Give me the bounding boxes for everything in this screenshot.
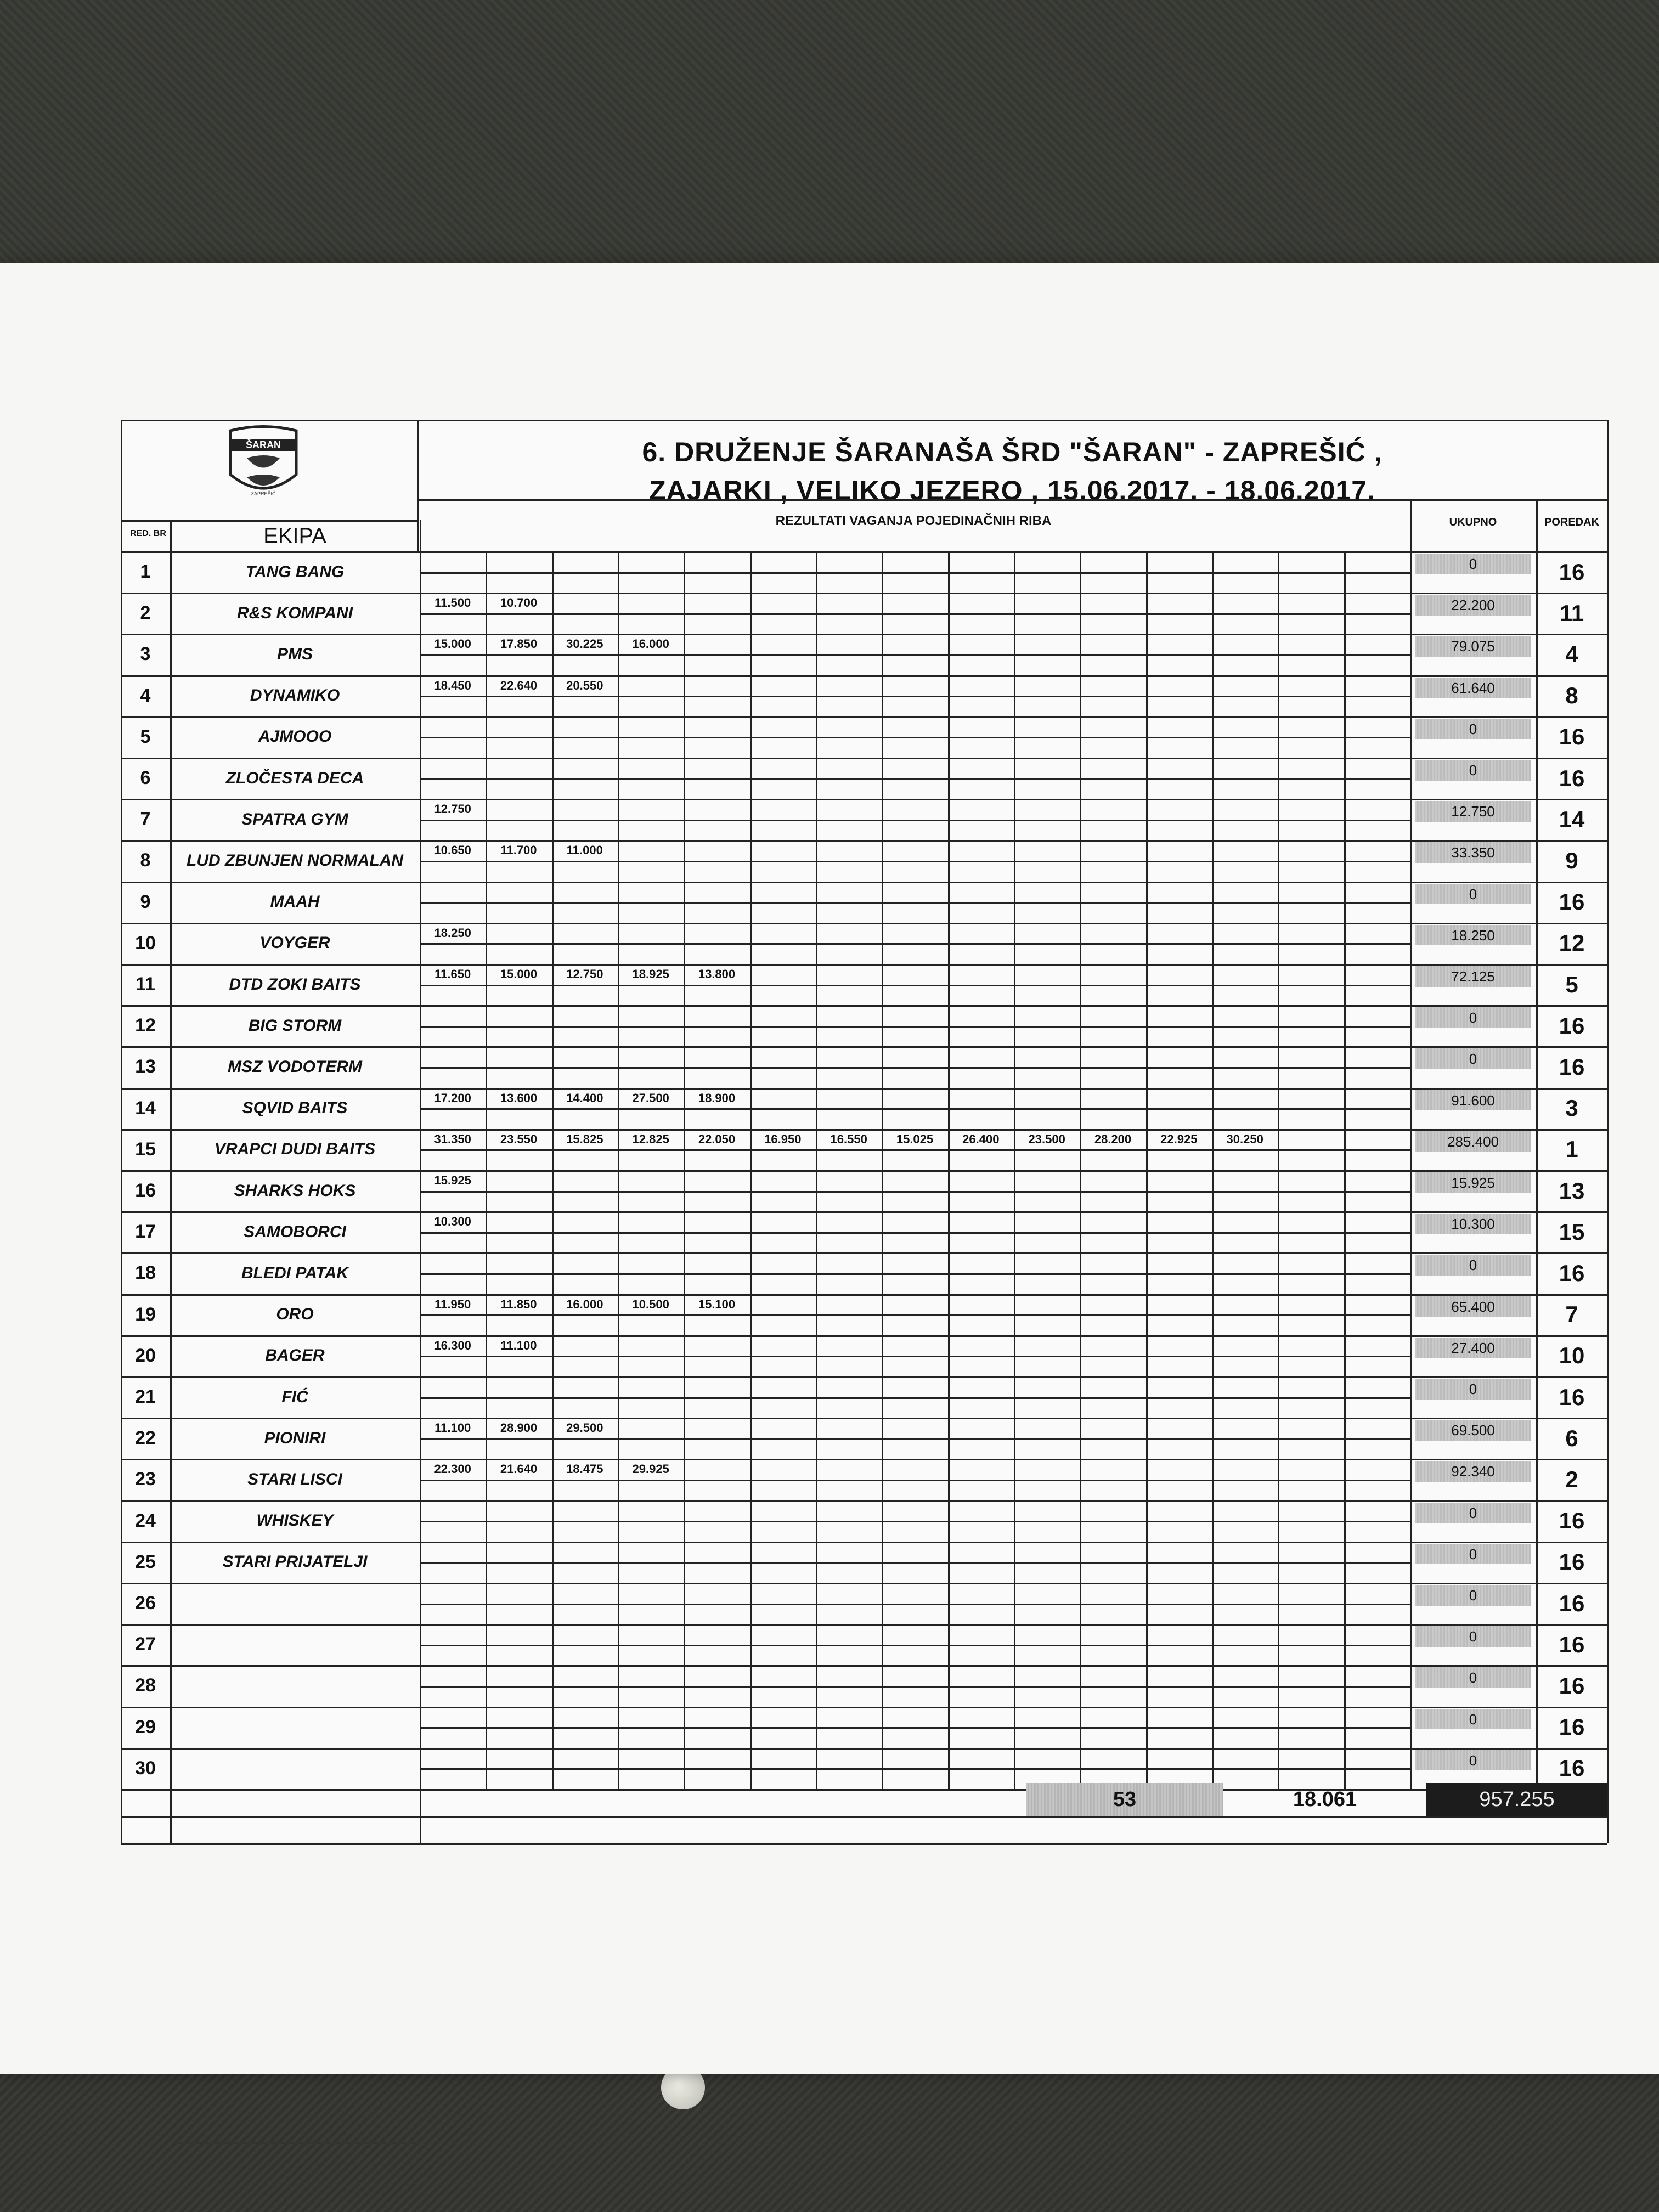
- fish-weight: 22.640: [500, 678, 538, 692]
- frame-top: [121, 420, 1607, 421]
- team-name: FIĆ: [281, 1387, 308, 1406]
- results-table: [121, 420, 1607, 1841]
- team-rank: 1: [1565, 1136, 1578, 1163]
- team-name: PIONIRI: [264, 1429, 326, 1447]
- team-total: 79.075: [1415, 636, 1531, 657]
- row-number: 1: [140, 561, 151, 583]
- fish-weight: 12.750: [434, 802, 471, 816]
- ukupno-header: UKUPNO: [1449, 516, 1497, 528]
- team-rank: 16: [1559, 889, 1585, 915]
- team-name: SAMOBORCI: [244, 1222, 346, 1241]
- team-rank: 6: [1565, 1425, 1578, 1451]
- team-name: ORO: [276, 1305, 314, 1324]
- row-number: 29: [135, 1716, 156, 1737]
- logo-divider: [417, 420, 419, 551]
- team-rank: 16: [1559, 1631, 1585, 1657]
- row-half-divider: [420, 572, 1410, 574]
- fish-weight: 16.000: [632, 637, 669, 651]
- fish-weight: 16.300: [434, 1338, 471, 1352]
- fish-weight: 15.025: [896, 1132, 934, 1146]
- team-name: R&S KOMPANI: [236, 603, 353, 622]
- team-rank: 16: [1559, 558, 1585, 585]
- team-rank: 16: [1559, 1755, 1585, 1781]
- row-number: 18: [135, 1262, 156, 1284]
- team-total: 0: [1415, 1503, 1531, 1523]
- team-rank: 16: [1559, 1549, 1585, 1575]
- team-rank: 16: [1559, 724, 1585, 750]
- row-number: 9: [140, 891, 151, 912]
- title-line-2: ZAJARKI , VELIKO JEZERO , 15.06.2017. - 18.06.2017.: [649, 475, 1375, 506]
- team-total: 0: [1415, 1626, 1531, 1647]
- team-total: 15.925: [1415, 1172, 1531, 1193]
- row-number: 20: [135, 1345, 156, 1366]
- team-total: 0: [1415, 1379, 1531, 1400]
- col-divider-total: [1410, 499, 1412, 1789]
- fish-weight: 11.650: [435, 967, 471, 981]
- team-total: 72.125: [1415, 966, 1531, 987]
- logo-subtext: ZAPREŠIĆ: [251, 491, 276, 496]
- logo-text: ŠARAN: [245, 439, 281, 450]
- fish-weight: 10.500: [632, 1297, 669, 1311]
- fish-weight: 15.000: [500, 967, 538, 981]
- team-name: [170, 1748, 420, 1789]
- team-name: [170, 1624, 420, 1665]
- fish-weight: 28.900: [500, 1421, 538, 1435]
- team-total: 0: [1415, 1007, 1531, 1028]
- row-number: 27: [135, 1634, 156, 1655]
- row-number: 6: [140, 768, 151, 789]
- fish-weight: 15.000: [434, 637, 471, 651]
- row-half-divider: [420, 861, 1410, 862]
- row-number: 15: [135, 1138, 156, 1160]
- team-rank: 16: [1559, 1672, 1585, 1699]
- fish-weight: 21.640: [500, 1462, 538, 1476]
- fish-weight: 23.550: [500, 1132, 538, 1146]
- team-rank: 2: [1565, 1466, 1578, 1492]
- fish-weight: 30.225: [566, 637, 603, 651]
- team-total: 0: [1415, 1544, 1531, 1565]
- fish-weight: 29.925: [632, 1462, 669, 1476]
- row-half-divider: [420, 1397, 1410, 1399]
- team-total: 27.400: [1415, 1338, 1531, 1358]
- poredak-header: POREDAK: [1544, 516, 1599, 528]
- row-number: 3: [140, 644, 151, 665]
- red-br-header: RED. BR: [130, 529, 166, 538]
- row-number: 24: [135, 1510, 156, 1531]
- fish-weight: 16.000: [566, 1297, 603, 1311]
- row-half-divider: [420, 1727, 1410, 1729]
- team-total: 92.340: [1415, 1461, 1531, 1482]
- row-number: 14: [135, 1097, 156, 1119]
- fish-weight: 11.500: [435, 596, 471, 610]
- fish-weight: 14.400: [566, 1091, 603, 1105]
- team-rank: 15: [1559, 1218, 1585, 1245]
- team-total: 0: [1415, 1709, 1531, 1730]
- row-half-divider: [420, 613, 1410, 615]
- fish-weight: 15.825: [566, 1132, 603, 1146]
- row-half-divider: [420, 985, 1410, 986]
- team-rank: 16: [1559, 1590, 1585, 1616]
- row-half-divider: [420, 1191, 1410, 1193]
- fish-weight: 20.550: [566, 678, 603, 692]
- team-name: VOYGER: [259, 934, 330, 952]
- team-name: SHARKS HOKS: [234, 1181, 356, 1200]
- fish-weight: 11.000: [566, 843, 603, 857]
- row-half-divider: [420, 1604, 1410, 1605]
- club-crest-icon: [219, 425, 307, 502]
- fish-weight: 11.850: [500, 1297, 537, 1311]
- row-number: 11: [136, 974, 155, 995]
- row-half-divider: [420, 696, 1410, 697]
- fish-weight: 11.100: [500, 1338, 537, 1352]
- team-rank: 14: [1559, 806, 1585, 832]
- team-rank: 12: [1559, 930, 1585, 956]
- paper-sheet: [0, 263, 1659, 2074]
- team-rank: 16: [1559, 1384, 1585, 1410]
- row-number: 19: [135, 1304, 156, 1325]
- team-total: 0: [1415, 884, 1531, 905]
- team-total: 12.750: [1415, 801, 1531, 822]
- team-name: [170, 1583, 420, 1624]
- team-name: TANG BANG: [245, 562, 345, 581]
- team-rank: 3: [1565, 1095, 1578, 1121]
- fish-weight: 10.700: [500, 596, 538, 610]
- fish-weight: 13.600: [500, 1091, 538, 1105]
- fish-weight: 18.250: [434, 926, 471, 940]
- frame-bottom: [121, 1843, 1607, 1845]
- team-total: 18.250: [1415, 925, 1531, 946]
- team-name: SQVID BAITS: [242, 1099, 348, 1118]
- team-total: 69.500: [1415, 1420, 1531, 1441]
- team-name: STARI LISCI: [247, 1470, 342, 1488]
- fish-weight: 22.925: [1160, 1132, 1198, 1146]
- team-rank: 7: [1565, 1301, 1578, 1328]
- team-rank: 16: [1559, 1053, 1585, 1080]
- team-name: VRAPCI DUDI BAITS: [214, 1140, 376, 1159]
- logo-bottom: [121, 520, 417, 522]
- team-name: DYNAMIKO: [250, 686, 340, 705]
- row-half-divider: [420, 1149, 1410, 1151]
- signature-line: [174, 2142, 419, 2144]
- summary-average: 18.061: [1293, 1787, 1357, 1811]
- row-number: 4: [140, 685, 151, 706]
- row-number: 25: [135, 1551, 156, 1572]
- team-rank: 16: [1559, 1508, 1585, 1534]
- club-logo: [219, 425, 307, 502]
- row-number: 2: [140, 602, 151, 624]
- team-rank: 10: [1559, 1342, 1585, 1369]
- summary-grand-total: 957.255: [1426, 1783, 1607, 1816]
- team-name: AJMOOO: [258, 727, 332, 746]
- row-number: 26: [135, 1593, 156, 1614]
- fish-weight: 27.500: [632, 1091, 669, 1105]
- team-total: 10.300: [1415, 1214, 1531, 1234]
- team-name: MSZ VODOTERM: [228, 1057, 362, 1076]
- team-rank: 11: [1559, 600, 1584, 626]
- row-number: 23: [135, 1469, 156, 1490]
- fish-weight: 15.100: [698, 1297, 736, 1311]
- team-total: 285.400: [1415, 1131, 1531, 1152]
- team-name: [170, 1665, 420, 1706]
- team-total: 65.400: [1415, 1296, 1531, 1317]
- fish-weight: 18.900: [698, 1091, 736, 1105]
- fish-weight: 15.925: [434, 1173, 471, 1187]
- row-half-divider: [420, 1108, 1410, 1110]
- title-divider: [417, 499, 1607, 501]
- row-half-divider: [420, 1026, 1410, 1028]
- row-half-divider: [420, 654, 1410, 656]
- row-half-divider: [420, 1562, 1410, 1564]
- summary-fish-count: 53: [1026, 1783, 1223, 1816]
- team-total: 0: [1415, 1667, 1531, 1688]
- team-rank: 5: [1565, 971, 1578, 997]
- team-name: LUD ZBUNJEN NORMALAN: [187, 851, 403, 870]
- fish-weight: 17.200: [434, 1091, 471, 1105]
- fish-weight: 13.800: [698, 967, 736, 981]
- row-number: 8: [140, 850, 151, 871]
- row-half-divider: [420, 1480, 1410, 1481]
- team-total: 22.200: [1415, 595, 1531, 616]
- team-rank: 9: [1565, 847, 1578, 873]
- team-total: 91.600: [1415, 1090, 1531, 1111]
- row-number: 12: [135, 1015, 156, 1036]
- fish-weight: 11.950: [435, 1297, 471, 1311]
- team-total: 0: [1415, 1255, 1531, 1276]
- row-half-divider: [420, 1232, 1410, 1234]
- row-number: 5: [140, 726, 151, 747]
- row-half-divider: [420, 1686, 1410, 1688]
- fish-weight: 18.475: [566, 1462, 603, 1476]
- fish-weight: 26.400: [962, 1132, 1000, 1146]
- fish-weight: 18.450: [434, 678, 471, 692]
- row-half-divider: [420, 1438, 1410, 1440]
- row-number: 17: [135, 1221, 156, 1243]
- team-name: BLEDI PATAK: [241, 1263, 348, 1282]
- team-rank: 13: [1559, 1177, 1585, 1204]
- team-name: ZLOČESTA DECA: [225, 769, 364, 787]
- team-rank: 16: [1559, 1260, 1585, 1286]
- row-number: 7: [140, 809, 151, 830]
- team-name: [170, 1707, 420, 1748]
- fish-weight: 16.950: [764, 1132, 802, 1146]
- fish-weight: 10.300: [434, 1215, 471, 1229]
- row-half-divider: [420, 943, 1410, 945]
- team-total: 0: [1415, 719, 1531, 740]
- team-total: 61.640: [1415, 678, 1531, 698]
- ekipa-header: EKIPA: [263, 524, 326, 548]
- background-top: [0, 0, 1659, 274]
- team-name: MAAH: [270, 893, 320, 911]
- rezultati-header: REZULTATI VAGANJA POJEDINAČNIH RIBA: [775, 514, 1052, 528]
- team-total: 0: [1415, 1048, 1531, 1069]
- row-half-divider: [420, 820, 1410, 821]
- row-number: 13: [135, 1056, 156, 1077]
- team-name: BIG STORM: [248, 1016, 342, 1035]
- team-name: STARI PRIJATELJI: [222, 1553, 368, 1571]
- row-number: 21: [135, 1386, 156, 1408]
- fish-weight: 23.500: [1028, 1132, 1065, 1146]
- fish-weight: 22.050: [698, 1132, 736, 1146]
- fish-weight: 22.300: [434, 1462, 471, 1476]
- fish-weight: 12.825: [632, 1132, 669, 1146]
- frame-right: [1607, 420, 1609, 1843]
- row-half-divider: [420, 778, 1410, 780]
- team-name: BAGER: [265, 1346, 325, 1365]
- row-half-divider: [420, 1645, 1410, 1646]
- row-number: 30: [135, 1757, 156, 1779]
- row-half-divider: [420, 1356, 1410, 1357]
- team-rank: 8: [1565, 682, 1578, 709]
- team-total: 33.350: [1415, 842, 1531, 863]
- team-name: WHISKEY: [256, 1511, 334, 1530]
- fish-weight: 16.550: [830, 1132, 867, 1146]
- team-name: SPATRA GYM: [241, 810, 348, 828]
- team-name: PMS: [276, 645, 313, 663]
- fish-weight: 18.925: [632, 967, 669, 981]
- fish-weight: 17.850: [500, 637, 538, 651]
- fish-weight: 28.200: [1094, 1132, 1132, 1146]
- title-line-1: 6. DRUŽENJE ŠARANAŠA ŠRD "ŠARAN" - ZAPREŠIĆ ,: [642, 437, 1383, 467]
- row-half-divider: [420, 1768, 1410, 1770]
- row-number: 16: [135, 1180, 156, 1201]
- row-number: 28: [135, 1675, 156, 1696]
- team-name: DTD ZOKI BAITS: [229, 975, 361, 994]
- row-half-divider: [420, 1314, 1410, 1316]
- team-total: 0: [1415, 554, 1531, 574]
- row-half-divider: [420, 737, 1410, 738]
- row-half-divider: [420, 1521, 1410, 1522]
- fish-weight: 11.700: [500, 843, 537, 857]
- row-half-divider: [420, 1273, 1410, 1275]
- team-rank: 16: [1559, 1012, 1585, 1039]
- fish-weight: 29.500: [566, 1421, 603, 1435]
- team-rank: 16: [1559, 765, 1585, 791]
- team-rank: 16: [1559, 1714, 1585, 1740]
- fish-weight: 12.750: [566, 967, 603, 981]
- row-half-divider: [420, 902, 1410, 904]
- fish-weight: 30.250: [1226, 1132, 1263, 1146]
- fish-weight: 31.350: [434, 1132, 471, 1146]
- team-total: 0: [1415, 1585, 1531, 1606]
- fish-weight: 10.650: [434, 843, 471, 857]
- fish-weight: 11.100: [435, 1421, 471, 1435]
- row-number: 10: [135, 932, 156, 953]
- team-rank: 4: [1565, 641, 1578, 667]
- row-half-divider: [420, 1067, 1410, 1069]
- team-total: 0: [1415, 1750, 1531, 1771]
- team-total: 0: [1415, 760, 1531, 781]
- summary-top: [121, 1816, 1607, 1818]
- row-number: 22: [135, 1427, 156, 1449]
